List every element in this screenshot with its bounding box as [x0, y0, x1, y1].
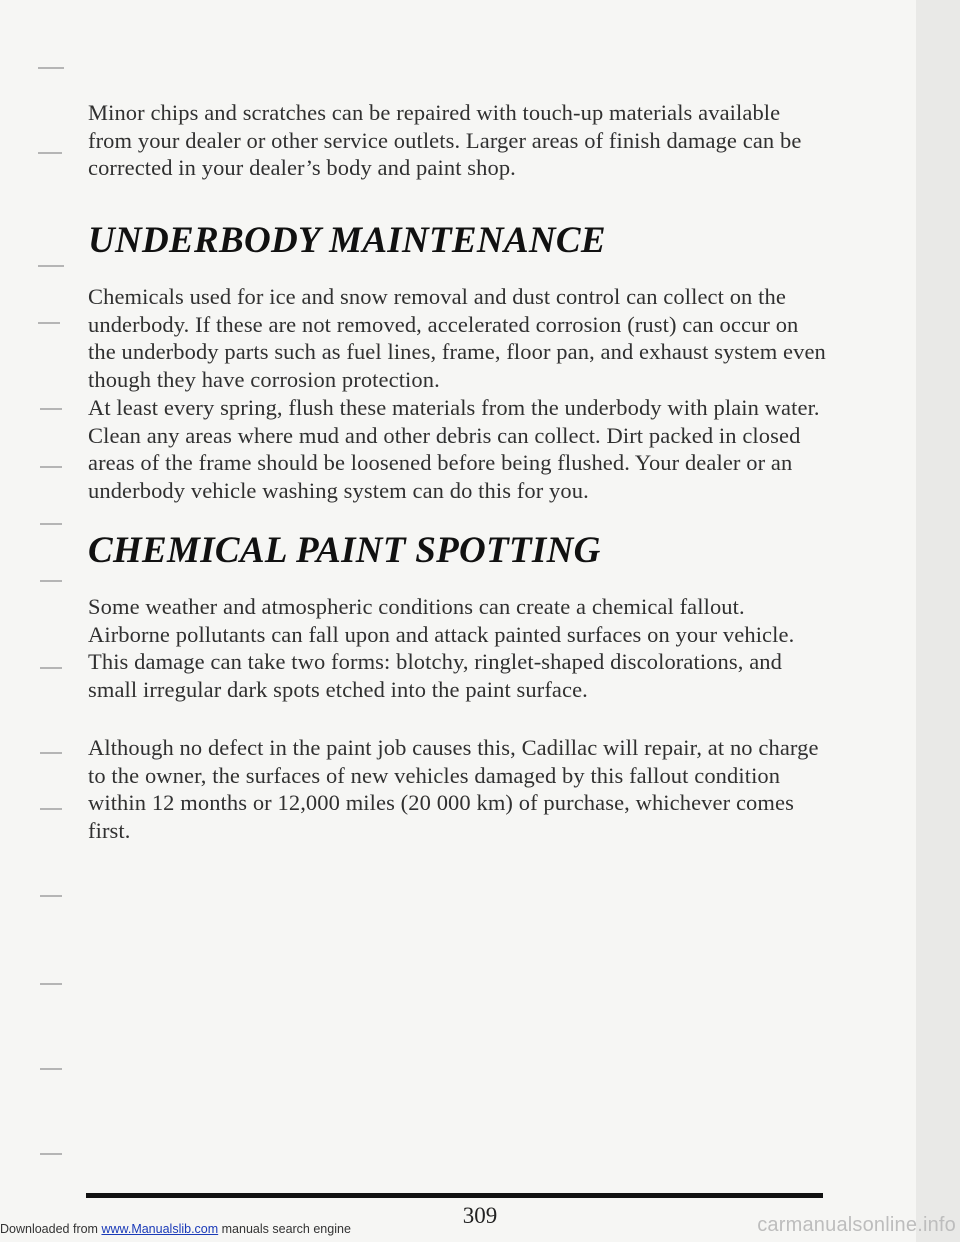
chemical-paragraph-1: Some weather and atmospheric conditions can create a chemical fallout. Airborne pollutants can fall upon and attack painted surfaces on your vehicle. This damage can take two forms: blotchy, ringlet-shaped discolorations, and small irregular dark spots etched into the paint surface.: [88, 594, 795, 702]
margin-mark: [38, 67, 64, 69]
margin-mark: [40, 895, 62, 897]
margin-mark: [40, 1153, 62, 1155]
download-footer: [0, 1222, 351, 1236]
footer-rule: [86, 1193, 823, 1198]
page-number: 309: [462, 1203, 498, 1228]
margin-mark: [38, 152, 62, 154]
margin-mark: [40, 408, 62, 410]
margin-mark: [40, 983, 62, 985]
margin-mark: [40, 523, 62, 525]
margin-mark: [40, 808, 62, 810]
heading-underbody-maintenance: UNDERBODY MAINTENANCE: [88, 220, 606, 261]
download-footer-suffix: manuals search engine: [218, 1222, 351, 1236]
intro-paragraph: Minor chips and scratches can be repaired with touch-up materials available from your dealer or other service outlets. Larger areas of finish damage can be corrected in your dealer’s body and paint shop.: [88, 100, 802, 181]
manualslib-link[interactable]: www.Manualslib.com: [101, 1222, 219, 1236]
margin-mark: [38, 322, 60, 324]
margin-mark: [40, 1068, 62, 1070]
margin-mark: [40, 466, 62, 468]
watermark: carmanualsonline.info: [757, 1214, 956, 1236]
underbody-paragraph-2: At least every spring, flush these materials from the underbody with plain water. Clean any areas where mud and other debris can collect. Dirt packed in closed areas of the frame should be loosened before being flushed. Your dealer or an underbody vehicle washing system can do this for you.: [88, 395, 820, 503]
heading-chemical-paint-spotting: CHEMICAL PAINT SPOTTING: [88, 530, 601, 571]
margin-mark: [40, 667, 62, 669]
margin-mark: [40, 580, 62, 582]
margin-mark: [40, 752, 62, 754]
download-footer-prefix: Downloaded from: [0, 1222, 102, 1236]
chemical-paragraph-2: Although no defect in the paint job causes this, Cadillac will repair, at no charge to the owner, the surfaces of new vehicles damaged by this fallout condition within 12 months or 12,000 miles (20 000 km) of purchase, whichever comes first.: [88, 735, 819, 843]
margin-mark: [38, 265, 64, 267]
underbody-paragraph-1: Chemicals used for ice and snow removal and dust control can collect on the underbody. If these are not removed, accelerated corrosion (rust) can occur on the underbody parts such as fuel lines, frame, floor pan, and exhaust system even though they have corrosion protection.: [88, 284, 826, 392]
scan-edge: [916, 0, 960, 1242]
